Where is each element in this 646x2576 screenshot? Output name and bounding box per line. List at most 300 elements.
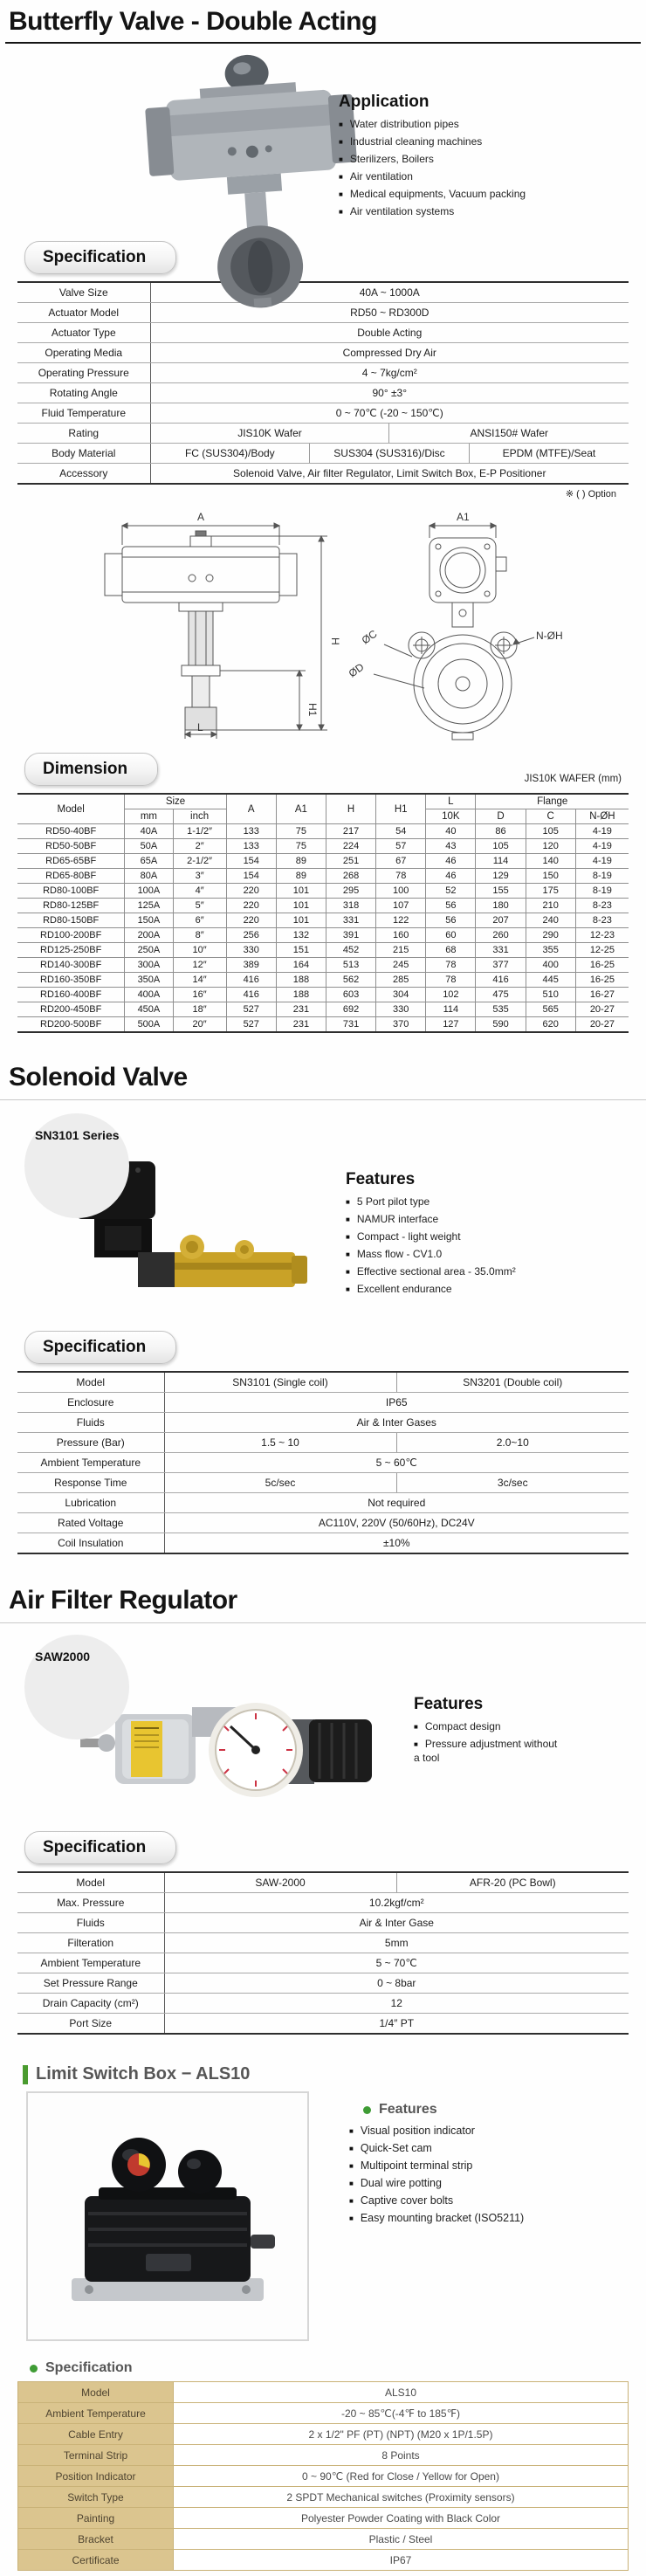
table-cell: 8-19 (575, 869, 629, 884)
table-cell: 46 (426, 854, 476, 869)
table-cell: 731 (326, 1017, 375, 1033)
table-cell: 180 (476, 899, 526, 913)
page-title: Butterfly Valve - Double Acting (9, 7, 377, 36)
table-cell: 400A (125, 988, 173, 1002)
table-cell: 445 (526, 973, 575, 988)
table-cell: 60 (426, 928, 476, 943)
spec-value: 5 ~ 70℃ (164, 1953, 629, 1973)
features-heading-label: Features (379, 2102, 437, 2117)
spec-value: RD50 ~ RD300D (150, 303, 629, 323)
table-cell: 160 (376, 928, 426, 943)
table-row (17, 464, 629, 485)
table-row (17, 1513, 629, 1533)
green-dot-icon (30, 2365, 38, 2373)
table-row (17, 363, 629, 383)
drawing-label-h1: H1 (306, 703, 319, 717)
solenoid-features-block (346, 1170, 516, 1300)
table-cell: 101 (276, 899, 326, 913)
air-filter-section (0, 1579, 646, 2035)
spec-label: Pressure (Bar) (17, 1433, 164, 1453)
table-row (17, 383, 629, 403)
table-cell: 46 (426, 869, 476, 884)
spec-label: Valve Size (17, 282, 150, 303)
limit-switch-features-heading (363, 2102, 524, 2118)
list-item: ■ Easy mounting bracket (ISO5211) (349, 2212, 524, 2226)
spec-value: -20 ~ 85℃(-4℉ to 185℉) (174, 2403, 629, 2424)
green-dot-icon (363, 2106, 371, 2114)
table-cell: 56 (426, 899, 476, 913)
spec-value: 0 ~ 90℃ (Red for Close / Yellow for Open) (174, 2466, 629, 2487)
table-cell: 500A (125, 1017, 173, 1033)
table-row (17, 943, 629, 958)
spec-value: 0 ~ 70℃ (-20 ~ 150℃) (150, 403, 629, 424)
list-item: ■ Industrial cleaning machines (339, 135, 627, 149)
table-cell: 175 (526, 884, 575, 899)
table-cell: 12-25 (575, 943, 629, 958)
table-row (17, 913, 629, 928)
table-cell: 40A (125, 824, 173, 839)
table-row (17, 424, 629, 444)
table-cell: 215 (376, 943, 426, 958)
table-cell: 8-23 (575, 913, 629, 928)
table-cell: 100A (125, 884, 173, 899)
spec-label: Actuator Model (17, 303, 150, 323)
application-heading: Application (339, 93, 430, 111)
spec-value: SUS304 (SUS316)/Disc (310, 444, 470, 464)
table-cell: 78 (426, 958, 476, 973)
table-cell: 78 (376, 869, 426, 884)
table-cell: 65A (125, 854, 173, 869)
spec-label: Fluids (17, 1413, 164, 1433)
table-row (17, 973, 629, 988)
spec-value: 5 ~ 60℃ (164, 1453, 629, 1473)
spec-label: Operating Media (17, 343, 150, 363)
spec-label: Port Size (17, 2014, 164, 2035)
table-row (18, 2529, 629, 2550)
table-cell: 3″ (173, 869, 226, 884)
drawing-label-l: L (197, 721, 203, 734)
table-cell: 4-19 (575, 824, 629, 839)
table-cell: 370 (376, 1017, 426, 1033)
table-cell: 240 (526, 913, 575, 928)
list-item: ■ Compact design (414, 1720, 562, 1734)
table-cell: 231 (276, 1017, 326, 1033)
spec-value: AFR-20 (PC Bowl) (396, 1872, 629, 1893)
column-header: Size (125, 794, 226, 809)
table-cell: 620 (526, 1017, 575, 1033)
table-row (18, 2445, 629, 2466)
limit-switch-photo (41, 2107, 294, 2325)
table-cell: 86 (476, 824, 526, 839)
air-filter-spec-pill-row (24, 1831, 622, 1864)
spec-label: Ambient Temperature (17, 1953, 164, 1973)
column-header: H (326, 794, 375, 824)
table-row (17, 1433, 629, 1453)
table-cell: RD125-250BF (17, 943, 125, 958)
column-header: H1 (376, 794, 426, 824)
table-cell: 20-27 (575, 1002, 629, 1017)
drawing-label-oc: ØC (359, 627, 380, 647)
table-cell: RD160-350BF (17, 973, 125, 988)
table-cell: 391 (326, 928, 375, 943)
table-cell: 285 (376, 973, 426, 988)
table-cell: 330 (376, 1002, 426, 1017)
limit-switch-features-block (349, 2102, 524, 2229)
drawing-label-a1: A1 (457, 511, 470, 523)
table-cell: 56 (426, 913, 476, 928)
table-cell: 12″ (173, 958, 226, 973)
spec-label: Actuator Type (17, 323, 150, 343)
spec-label: Bracket (18, 2529, 174, 2550)
table-cell: 54 (376, 824, 426, 839)
air-filter-features-list (414, 1720, 562, 1765)
spec-value: 8 Points (174, 2445, 629, 2466)
spec-value: 1/4″ PT (379, 2017, 415, 2029)
table-cell: 20″ (173, 1017, 226, 1033)
list-item: ■ Medical equipments, Vacuum packing (339, 188, 627, 202)
table-cell: 207 (476, 913, 526, 928)
table-cell: 535 (476, 1002, 526, 1017)
table-cell: RD80-150BF (17, 913, 125, 928)
spec-label: Response Time (17, 1473, 164, 1493)
table-cell: 20-27 (575, 1017, 629, 1033)
list-item: ■ Dual wire potting (349, 2177, 524, 2191)
table-cell: 125A (125, 899, 173, 913)
list-item: ■ Quick-Set cam (349, 2142, 524, 2156)
table-cell: 105 (476, 839, 526, 854)
table-row (17, 854, 629, 869)
table-cell: 14″ (173, 973, 226, 988)
list-item: ■ Effective sectional area - 35.0mm² (346, 1265, 516, 1279)
spec-value: 90° ±3° (150, 383, 629, 403)
spec-label: Lubrication (17, 1493, 164, 1513)
table-row (17, 1453, 629, 1473)
limit-switch-spec-table (17, 2381, 629, 2571)
table-row (17, 1994, 629, 2014)
table-row (18, 2382, 629, 2403)
air-filter-spec-heading: Specification (24, 1831, 176, 1864)
table-cell: 150 (526, 869, 575, 884)
table-cell: 8-23 (575, 899, 629, 913)
table-cell: 565 (526, 1002, 575, 1017)
table-cell: 50A (125, 839, 173, 854)
table-cell: 260 (476, 928, 526, 943)
solenoid-spec-table (17, 1371, 629, 1554)
spec-label: Operating Pressure (17, 363, 150, 383)
table-cell: 127 (426, 1017, 476, 1033)
spec-label: Fluid Temperature (17, 403, 150, 424)
table-cell: 150A (125, 913, 173, 928)
drawing-label-noh: N-ØH (536, 630, 563, 642)
table-row (17, 1372, 629, 1393)
table-row (18, 2403, 629, 2424)
table-cell: 154 (226, 869, 276, 884)
spec-label: Position Indicator (18, 2466, 174, 2487)
table-cell: 151 (276, 943, 326, 958)
list-item: ■ Air ventilation (339, 170, 627, 184)
table-cell: 43 (426, 839, 476, 854)
spec-label: Rated Voltage (17, 1513, 164, 1533)
table-cell: RD50-40BF (17, 824, 125, 839)
table-cell: 200A (125, 928, 173, 943)
table-cell: 224 (326, 839, 375, 854)
table-cell: 67 (376, 854, 426, 869)
table-cell: 80A (125, 869, 173, 884)
table-cell: 5″ (173, 899, 226, 913)
limit-switch-features-list (349, 2125, 524, 2226)
table-cell: 16-25 (575, 973, 629, 988)
table-row (17, 824, 629, 839)
spec-value: 4 ~ 7kg/cm² (150, 363, 629, 383)
table-cell: 78 (426, 973, 476, 988)
table-cell: 122 (376, 913, 426, 928)
table-cell: 510 (526, 988, 575, 1002)
column-header: D (476, 809, 526, 824)
table-cell: 331 (326, 913, 375, 928)
application-list (339, 118, 627, 219)
table-cell: 2″ (173, 839, 226, 854)
table-cell: 18″ (173, 1002, 226, 1017)
specification-heading: Specification (24, 241, 176, 274)
table-cell: 120 (526, 839, 575, 854)
table-row (18, 2466, 629, 2487)
table-row (17, 958, 629, 973)
table-cell: RD65-65BF (17, 854, 125, 869)
list-item: ■ Mass flow - CV1.0 (346, 1248, 516, 1262)
application-block (339, 93, 627, 223)
spec-value: 5c/sec (164, 1473, 396, 1493)
solenoid-spec-heading: Specification (24, 1331, 176, 1364)
list-item: ■ Air ventilation systems (339, 205, 627, 219)
table-cell: RD50-50BF (17, 839, 125, 854)
spec-value: SAW-2000 (164, 1872, 396, 1893)
table-row (17, 1533, 629, 1554)
list-item: ■ Compact - light weight (346, 1230, 516, 1244)
table-cell: 475 (476, 988, 526, 1002)
table-cell: 692 (326, 1002, 375, 1017)
option-note: ※ ( ) Option (565, 489, 616, 499)
spec-label: Ambient Temperature (17, 1453, 164, 1473)
table-cell: RD200-500BF (17, 1017, 125, 1033)
table-cell: 16-27 (575, 988, 629, 1002)
table-cell: 57 (376, 839, 426, 854)
spec-value: 40A ~ 1000A (150, 282, 629, 303)
spec-label: Enclosure (17, 1393, 164, 1413)
table-cell: 8″ (173, 928, 226, 943)
column-header: Flange (476, 794, 629, 809)
spec-value: ALS10 (174, 2382, 629, 2403)
column-header: A1 (276, 794, 326, 824)
table-cell: 4-19 (575, 839, 629, 854)
spec-value: 2 SPDT Mechanical switches (Proximity sensors) (174, 2487, 629, 2508)
table-row (18, 2424, 629, 2445)
column-header: A (226, 794, 276, 824)
table-row (17, 1002, 629, 1017)
table-row (17, 884, 629, 899)
table-row (17, 403, 629, 424)
table-cell: 155 (476, 884, 526, 899)
main-spec-table (17, 281, 629, 485)
list-item: ■ 5 Port pilot type (346, 1195, 516, 1209)
spec-label: Drain Capacity (cm²) (17, 1994, 164, 2014)
table-cell: 52 (426, 884, 476, 899)
dimension-drawing (17, 506, 629, 740)
table-cell: 256 (226, 928, 276, 943)
table-cell: 107 (376, 899, 426, 913)
list-item: ■ Captive cover bolts (349, 2194, 524, 2208)
spec-label: Rotating Angle (17, 383, 150, 403)
drawing-label-od: ØD (346, 660, 367, 680)
table-cell: 220 (226, 884, 276, 899)
spec-value: 12 (164, 1994, 629, 2014)
table-cell: 355 (526, 943, 575, 958)
table-cell: 114 (476, 854, 526, 869)
table-cell: 210 (526, 899, 575, 913)
table-cell: 251 (326, 854, 375, 869)
table-cell: 416 (476, 973, 526, 988)
limit-switch-title: Limit Switch Box − ALS10 (36, 2064, 251, 2084)
spec-label: Set Pressure Range (17, 1973, 164, 1994)
list-item: ■ Multipoint terminal strip (349, 2159, 524, 2173)
air-filter-series-label: SAW2000 (35, 1650, 91, 1663)
limit-switch-body (0, 2091, 646, 2341)
table-cell: 513 (326, 958, 375, 973)
table-row (17, 2014, 629, 2035)
table-cell: 4-19 (575, 854, 629, 869)
spec-label: Switch Type (18, 2487, 174, 2508)
spec-label: Certificate (18, 2550, 174, 2571)
table-cell: 400 (526, 958, 575, 973)
table-cell: 562 (326, 973, 375, 988)
table-cell: 101 (276, 913, 326, 928)
table-row (18, 2487, 629, 2508)
table-cell: 75 (276, 839, 326, 854)
list-item: ■ Pressure adjustment without a tool (414, 1738, 562, 1765)
spec-value: Air & Inter Gases (164, 1413, 629, 1433)
list-item: ■ Water distribution pipes (339, 118, 627, 132)
air-filter-features-heading: Features (414, 1695, 484, 1713)
table-cell: 16″ (173, 988, 226, 1002)
table-cell: 101 (276, 884, 326, 899)
spec-value: 5mm (164, 1933, 629, 1953)
hero-section (0, 44, 646, 229)
table-cell: 300A (125, 958, 173, 973)
table-cell: RD140-300BF (17, 958, 125, 973)
spec-value: 1.5 ~ 10 (164, 1433, 396, 1453)
table-cell: 220 (226, 899, 276, 913)
table-row (17, 869, 629, 884)
table-cell: 114 (426, 1002, 476, 1017)
table-cell: 105 (526, 824, 575, 839)
spec-value: EPDM (MTFE)/Seat (469, 444, 629, 464)
spec-value: IP65 (164, 1393, 629, 1413)
table-cell: 164 (276, 958, 326, 973)
table-cell: 6″ (173, 913, 226, 928)
table-header-row (17, 794, 629, 809)
spec-value: 2.0~10 (396, 1433, 629, 1453)
table-cell: 89 (276, 854, 326, 869)
table-cell: 527 (226, 1002, 276, 1017)
spec-value: JIS10K Wafer (150, 424, 389, 444)
table-cell: 4″ (173, 884, 226, 899)
spec-value: SN3101 (Single coil) (164, 1372, 396, 1393)
column-header: Model (17, 794, 125, 824)
table-row (17, 839, 629, 854)
table-row (17, 1933, 629, 1953)
column-header: N-ØH (575, 809, 629, 824)
solenoid-features-list (346, 1195, 516, 1297)
spec-label: Model (18, 2382, 174, 2403)
limit-switch-heading (23, 2064, 646, 2084)
table-cell: 290 (526, 928, 575, 943)
table-row (18, 2508, 629, 2529)
table-cell: 350A (125, 973, 173, 988)
limit-switch-section (0, 2064, 646, 2571)
spec-value: IP67 (174, 2550, 629, 2571)
table-cell: RD65-80BF (17, 869, 125, 884)
solenoid-section (0, 1056, 646, 1554)
table-row (17, 1473, 629, 1493)
spec-label: Painting (18, 2508, 174, 2529)
spec-value: 2 x 1/2" PF (PT) (NPT) (M20 x 1P/1.5P) (174, 2424, 629, 2445)
table-cell: 295 (326, 884, 375, 899)
list-item: ■ Sterilizers, Boilers (339, 153, 627, 167)
section-rule (0, 1622, 646, 1623)
column-header: 10K (426, 809, 476, 824)
table-cell: 2-1/2″ (173, 854, 226, 869)
table-row (17, 1973, 629, 1994)
table-row (18, 2550, 629, 2571)
table-row (17, 323, 629, 343)
table-cell: 89 (276, 869, 326, 884)
table-cell: 527 (226, 1017, 276, 1033)
spec-label: Cable Entry (18, 2424, 174, 2445)
table-cell: 133 (226, 824, 276, 839)
spec-value: 10.2kgf/cm² (164, 1893, 629, 1913)
table-cell: 231 (276, 1002, 326, 1017)
table-row (17, 1953, 629, 1973)
limit-switch-photo-box (26, 2091, 309, 2341)
table-row (17, 1913, 629, 1933)
column-header: mm (125, 809, 173, 824)
table-cell: 220 (226, 913, 276, 928)
table-cell: 377 (476, 958, 526, 973)
solenoid-features-heading: Features (346, 1170, 416, 1188)
drawing-label-a: A (197, 511, 205, 523)
table-cell: 132 (276, 928, 326, 943)
table-row (17, 444, 629, 464)
spec-value: ±10% (382, 1537, 410, 1549)
spec-value: 3c/sec (396, 1473, 629, 1493)
spec-label: Body Material (17, 444, 150, 464)
table-cell: 331 (476, 943, 526, 958)
table-row (17, 303, 629, 323)
table-cell: 133 (226, 839, 276, 854)
table-row (17, 1413, 629, 1433)
spec-label: Model (17, 1372, 164, 1393)
table-cell: 140 (526, 854, 575, 869)
table-row (17, 1017, 629, 1033)
spec-heading-label: Specification (45, 2360, 133, 2375)
air-filter-spec-table (17, 1871, 629, 2035)
column-header: C (526, 809, 575, 824)
table-cell: 10″ (173, 943, 226, 958)
table-cell: 217 (326, 824, 375, 839)
table-row (17, 343, 629, 363)
table-cell: RD80-100BF (17, 884, 125, 899)
table-cell: 188 (276, 988, 326, 1002)
table-cell: 245 (376, 958, 426, 973)
